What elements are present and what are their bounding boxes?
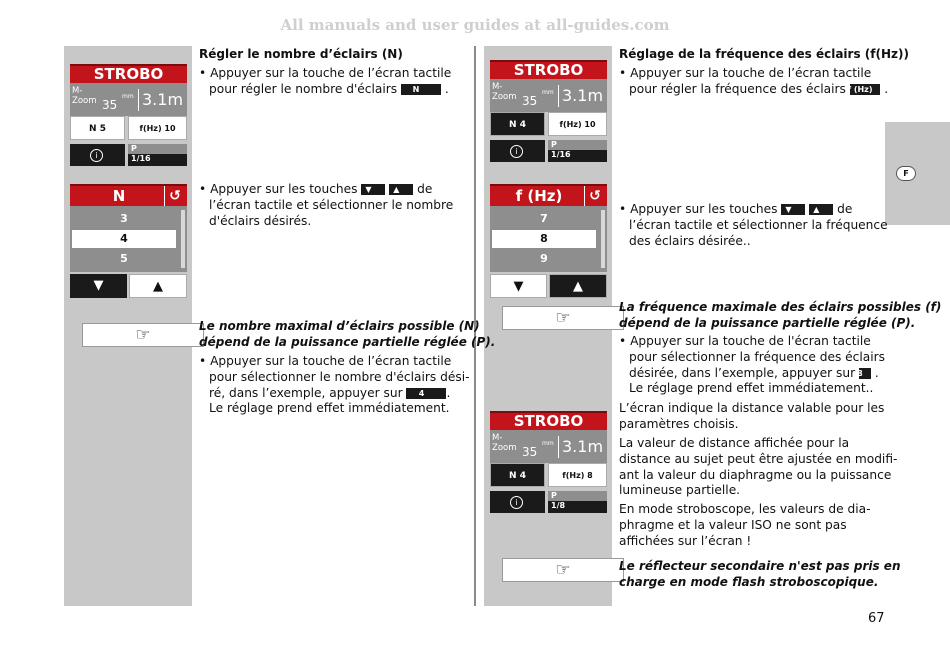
zoom-value: 35 — [522, 94, 538, 108]
n-key: N — [401, 84, 441, 95]
info-button[interactable] — [70, 144, 125, 166]
zoom-mode-label: M- Zoom — [72, 86, 97, 106]
display-strobo-2 — [490, 60, 607, 162]
partial-power-button[interactable]: P 1/16 — [128, 144, 187, 166]
left-bullet-2: • Appuyer sur les touches ▼ ▲ de l’écran tactile et sélectionner le nombre d'éclairs désirés. — [199, 182, 454, 228]
distance-value: 3.1m — [138, 89, 183, 111]
arrow-down-key-icon: ▼ — [781, 204, 805, 215]
info-icon: i — [510, 496, 523, 509]
language-tab-label: F — [896, 166, 916, 181]
flash-count-button[interactable]: N 4 — [490, 463, 545, 487]
info-button[interactable] — [490, 140, 545, 162]
frequency-button[interactable]: f(Hz) 10 — [548, 112, 607, 136]
right-paragraph-3: En mode stroboscope, les valeurs de dia- phragme et la valeur ISO ne sont pas affichées sur l’écran ! — [619, 502, 871, 548]
selector-item[interactable]: 7 — [540, 212, 548, 225]
zoom-mode-label: M- Zoom — [492, 82, 517, 102]
key-8: 8 — [859, 368, 871, 379]
n-selector — [70, 184, 187, 298]
frequency-key: f (Hz) — [850, 84, 881, 95]
zoom-value: 35 — [102, 98, 118, 112]
back-icon[interactable]: ↺ — [584, 186, 605, 206]
arrow-down-key-icon: ▼ — [361, 184, 385, 195]
left-bullet-1: • Appuyer sur la touche de l’écran tactile pour régler le nombre d'éclairs N . — [199, 66, 452, 96]
page-number: 67 — [868, 611, 885, 626]
info-icon: i — [90, 149, 103, 162]
arrow-up-button[interactable]: ▲ — [549, 274, 607, 298]
arrow-down-button[interactable]: ▼ — [70, 274, 127, 298]
arrow-up-button[interactable]: ▲ — [129, 274, 187, 298]
selector-scrollbar[interactable] — [601, 210, 605, 268]
right-paragraph-2: La valeur de distance affichée pour la distance au sujet peut être ajustée en modifi- ant la valeur du diaphragme ou la puissance lumineuse partielle. — [619, 436, 898, 498]
zoom-unit: mm — [122, 93, 134, 100]
hand-pointer-icon: ☞ — [502, 558, 624, 582]
flash-count-button[interactable]: N 5 — [70, 116, 125, 140]
display-title: STROBO — [490, 411, 607, 430]
display-title: STROBO — [70, 64, 187, 83]
selector-title: N ↺ — [70, 184, 187, 206]
selector-item-selected[interactable]: 4 — [72, 230, 176, 248]
info-icon: i — [510, 145, 523, 158]
right-paragraph-1: L’écran indique la distance valable pour les paramètres choisis. — [619, 401, 885, 431]
zoom-value: 35 — [522, 445, 538, 459]
key-4: 4 — [406, 388, 446, 399]
right-bullet-1: • Appuyer sur la touche de l’écran tactile pour régler la fréquence des éclairs f (Hz) . — [619, 66, 889, 96]
frequency-button[interactable]: f(Hz) 10 — [128, 116, 187, 140]
zoom-mode-label: M- Zoom — [492, 433, 517, 453]
flash-count-button[interactable]: N 4 — [490, 112, 545, 136]
partial-power-button[interactable]: P 1/16 — [548, 140, 607, 162]
hand-pointer-icon: ☞ — [82, 323, 204, 347]
partial-power-button[interactable]: P 1/8 — [548, 491, 607, 513]
right-bullet-2: • Appuyer sur les touches ▼ ▲ de l’écran tactile et sélectionner la fréquence des éclairs désirée.. — [619, 202, 888, 248]
right-note: La fréquence maximale des éclairs possibles (f) dépend de la puissance partielle réglée (P). — [619, 300, 942, 330]
display-zoom-area — [70, 83, 187, 116]
selector-scrollbar[interactable] — [181, 210, 185, 268]
selector-item[interactable]: 3 — [120, 212, 128, 225]
display-strobo-1 — [70, 64, 187, 166]
frequency-button[interactable]: f(Hz) 8 — [548, 463, 607, 487]
zoom-unit: mm — [542, 440, 554, 447]
frequency-selector — [490, 184, 607, 298]
left-bullet-3: • Appuyer sur la touche de l’écran tactile pour sélectionner le nombre d'éclairs dési- ré, dans l’exemple, appuyer sur 4 . Le réglage prend effet immédiatement. — [199, 354, 470, 416]
right-heading: Réglage de la fréquence des éclairs (f(Hz)) — [619, 47, 909, 61]
display-title: STROBO — [490, 60, 607, 79]
arrow-up-key-icon: ▲ — [389, 184, 413, 195]
arrow-down-button[interactable]: ▼ — [490, 274, 547, 298]
zoom-unit: mm — [542, 89, 554, 96]
right-note-2: Le réflecteur secondaire n'est pas pris en charge en mode flash stroboscopique. — [619, 559, 901, 589]
display-zoom-area — [490, 79, 607, 112]
display-zoom-area — [490, 430, 607, 463]
selector-title: f (Hz) ↺ — [490, 184, 607, 206]
distance-value: 3.1m — [558, 85, 603, 107]
selector-item[interactable]: 5 — [120, 252, 128, 265]
watermark: All manuals and user guides at all-guides.com — [280, 16, 670, 34]
selector-item[interactable]: 9 — [540, 252, 548, 265]
display-strobo-3 — [490, 411, 607, 513]
left-note: Le nombre maximal d’éclairs possible (N) dépend de la puissance partielle réglée (P). — [199, 319, 496, 349]
hand-pointer-icon: ☞ — [502, 306, 624, 330]
selector-item-selected[interactable]: 8 — [492, 230, 596, 248]
back-icon[interactable]: ↺ — [164, 186, 185, 206]
distance-value: 3.1m — [558, 436, 603, 458]
arrow-up-key-icon: ▲ — [809, 204, 833, 215]
right-bullet-3: • Appuyer sur la touche de l'écran tactile pour sélectionner la fréquence des éclairs désirée, dans l’exemple, appuyer sur 8 . Le réglage prend effet immédiatement.. — [619, 334, 885, 396]
info-button[interactable] — [490, 491, 545, 513]
left-heading: Régler le nombre d’éclairs (N) — [199, 47, 403, 61]
language-tab — [885, 122, 950, 225]
